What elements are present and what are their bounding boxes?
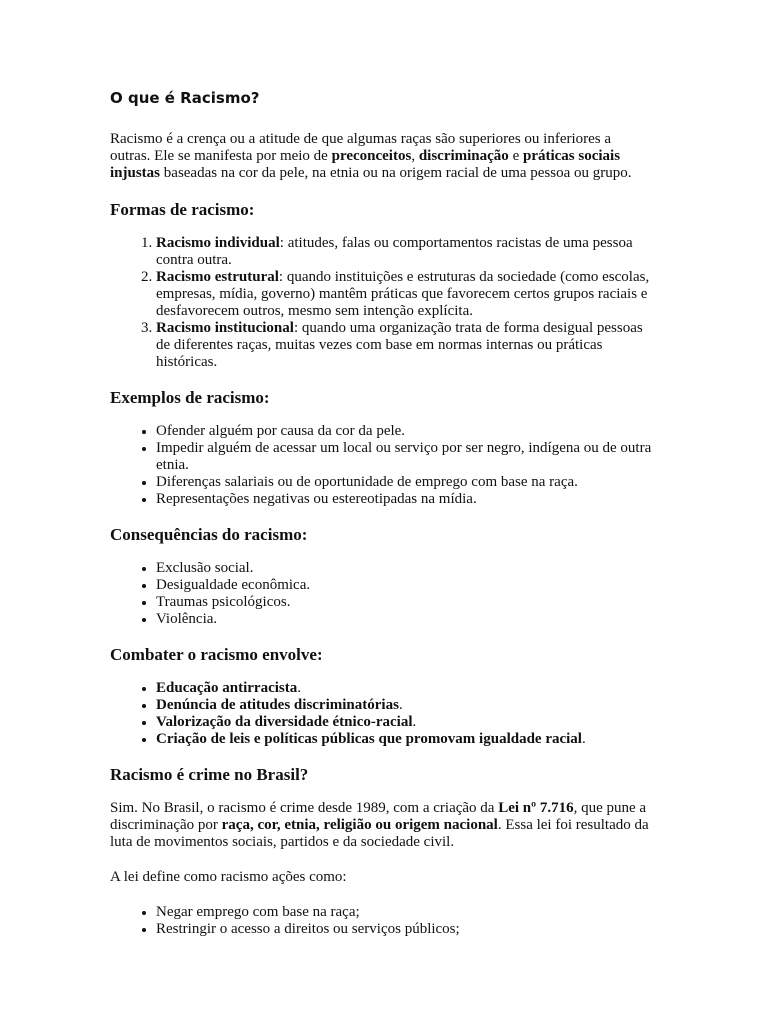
section-heading-combater: Combater o racismo envolve: [110,645,323,664]
list-item [156,731,655,748]
combater-suffix: . [398,697,403,713]
intro-text-1: Racismo é a crença ou a atitude de que algumas raças são superiores ou inferiores a outras. Ele se manifesta por meio de [110,131,612,164]
list-item: • Restringir o acesso a direitos ou serviços públicos; [156,921,655,938]
formas-term: Racismo estrutural [156,269,279,285]
combater-suffix: . [412,714,417,730]
document-body [110,88,655,955]
list-item [156,714,655,731]
list-item: • Negar emprego com base na raça; [156,904,655,921]
list-item: • Representações negativas ou estereotipadas na mídia. [156,491,655,508]
list-item: • Traumas psicológicos. [156,594,655,611]
list-item: • Impedir alguém de acessar um local ou serviço por ser negro, indígena ou de outra etnia. [156,440,655,474]
formas-term: Racismo individual [156,235,280,251]
intro-bold-1: preconceitos [331,148,412,164]
list-item: • Exclusão social. [156,560,655,577]
list-item [156,697,655,714]
combater-term: Valorização da diversidade étnico-racial [156,714,413,730]
list-item: • Diferenças salariais ou de oportunidade de emprego com base na raça. [156,474,655,491]
list-item: • Violência. [156,611,655,628]
combater-suffix: . [297,680,301,696]
crime-text-3: . Essa lei foi resultado da luta de movimentos sociais, partidos e da sociedade civil. [110,817,649,850]
list-item [156,680,655,697]
section-heading-exemplos: Exemplos de racismo: [110,388,270,407]
page-title: O que é Racismo? [110,89,260,107]
section-heading-consequencias: Consequências do racismo: [110,525,308,544]
formas-list [110,235,655,371]
intro-text-2: , [411,148,419,164]
crime-bold-1: Lei nº 7.716 [498,800,574,816]
combater-list [110,680,655,748]
crime-text-2: , que pune a discriminação por [110,800,647,833]
crime-lead: A lei define como racismo ações como: [110,869,347,885]
combater-suffix: . [581,731,586,747]
intro-bold-2: discriminação [418,148,509,164]
combater-term: Educação antirracista [156,680,298,696]
intro-paragraph [110,131,655,182]
list-item: • Desigualdade econômica. [156,577,655,594]
crime-bold-2: raça, cor, etnia, religião ou origem nacional [221,817,498,833]
intro-bold-3: práticas sociais injustas [110,148,621,181]
consequencias-list [110,560,655,628]
formas-desc: : atitudes, falas ou comportamentos racistas de uma pessoa contra outra. [156,235,633,268]
combater-term: Criação de leis e políticas públicas que promovam igualdade racial [156,731,582,747]
list-item [156,235,655,269]
formas-desc: : quando instituições e estruturas da sociedade (como escolas, empresas, mídia, governo) mantêm práticas que favorecem certos grupos raciais e desfavorecem outros, mesmo sem intenção explícita. [156,269,650,319]
crime-text-1: Sim. No Brasil, o racismo é crime desde 1989, com a criação da [110,800,499,816]
section-heading-formas: Formas de racismo: [110,200,255,219]
exemplos-list [110,423,655,508]
formas-term: Racismo institucional [156,320,294,336]
crime-list [110,904,655,938]
list-item [156,320,655,371]
crime-paragraph [110,800,655,851]
list-item: • Ofender alguém por causa da cor da pele. [156,423,655,440]
formas-desc: : quando uma organização trata de forma desigual pessoas de diferentes raças, muitas vezes com base em normas internas ou práticas históricas. [156,320,643,370]
combater-term: Denúncia de atitudes discriminatórias [156,697,399,713]
intro-text-3: e [508,148,523,164]
list-item [156,269,655,320]
section-heading-crime: Racismo é crime no Brasil? [110,765,309,784]
intro-text-4: baseadas na cor da pele, na etnia ou na origem racial de uma pessoa ou grupo. [160,165,632,181]
